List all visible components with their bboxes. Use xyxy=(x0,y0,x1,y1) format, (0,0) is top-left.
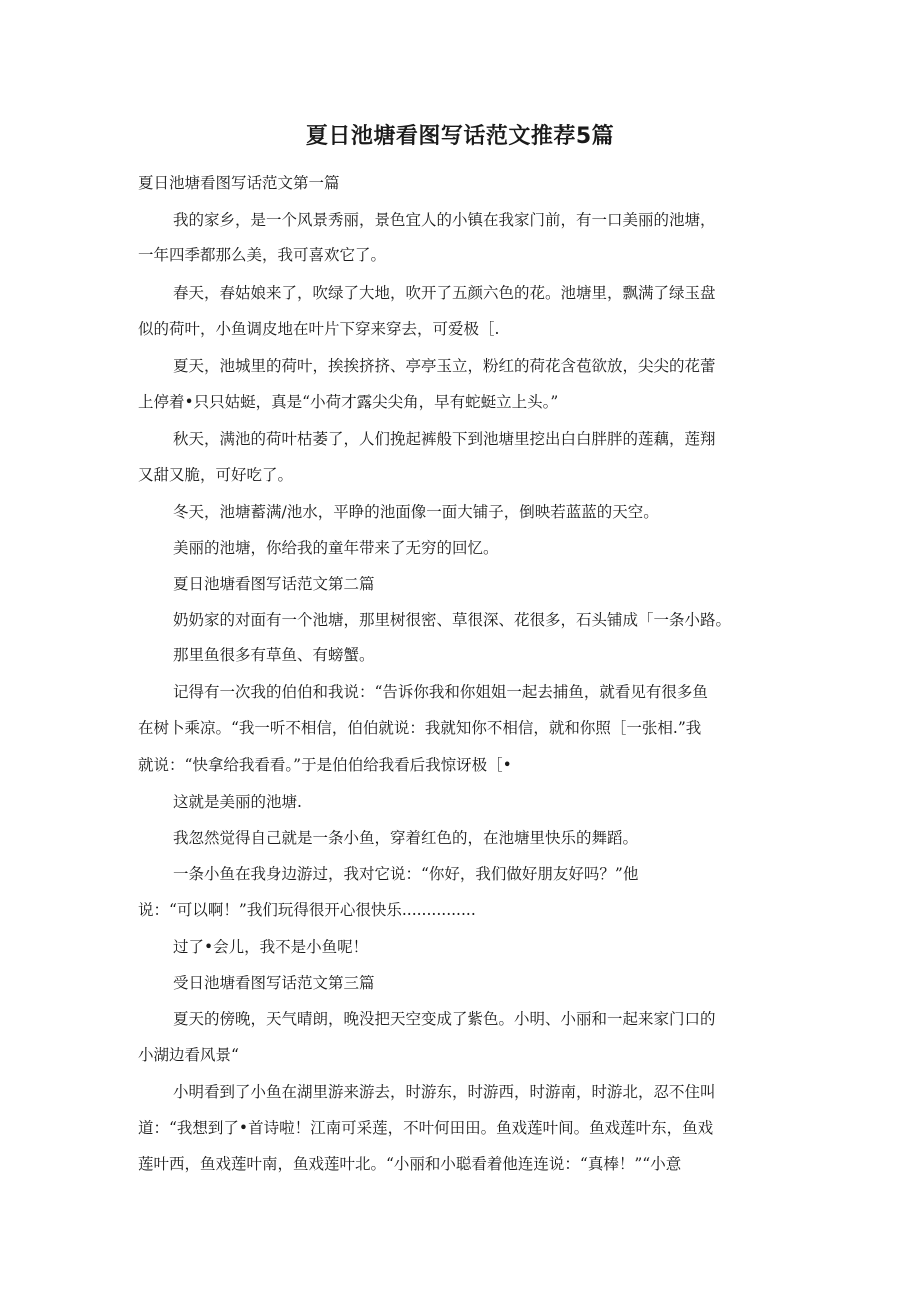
paragraph-line: 那里鱼很多有草鱼、有螃蟹。 xyxy=(173,646,375,664)
paragraph-line: 上停着•只只姑蜓，真是“小荷才露尖尖角，早有蛇蜓立上头。” xyxy=(138,393,559,411)
paragraph-line: 莲叶西，鱼戏莲叶南，鱼戏莲叶北。“小丽和小聪看着他连连说：“真棒！”“小意 xyxy=(138,1155,682,1173)
paragraph-line: 秋天，满池的荷叶枯萎了，人们挽起裤般下到池塘里挖出白白胖胖的莲藕，莲翔 xyxy=(173,430,716,448)
paragraph-line: 奶奶家的对面有一个池塘，那里树很密、草很深、花很多，石头铺成「一条小路。 xyxy=(173,611,732,629)
paragraph-line: 美丽的池塘，你给我的童年带来了无穷的回忆。 xyxy=(173,539,499,557)
paragraph-line: 一条小鱼在我身边游过，我对它说：“你好，我们做好朋友好吗？”他 xyxy=(173,865,639,883)
paragraph-line: 记得有一次我的伯伯和我说：“告诉你我和你姐姐一起去捕鱼，就看见有很多鱼 xyxy=(173,683,708,701)
section-heading-1: 夏日池塘看图写话范文第一篇 xyxy=(138,174,340,192)
paragraph-line: 在树卜乘凉。“我一听不相信，伯伯就说：我就知你不相信，就和你照［一张相.”我 xyxy=(138,719,702,737)
paragraph-line: 春天，春姑娘来了，吹绿了大地，吹开了五颜六色的花。池塘里，飘满了绿玉盘 xyxy=(173,284,716,302)
paragraph-line: 过了•会儿，我不是小鱼呢！ xyxy=(173,938,369,956)
paragraph-line: 夏天的傍晚，天气晴朗，晚没把天空变成了紫色。小明、小丽和一起来家门口的 xyxy=(173,1010,716,1028)
paragraph-line: 小明看到了小鱼在湖里游来游去，时游东，时游西，时游南，时游北，忍不住叫 xyxy=(173,1083,716,1101)
document-title: 夏日池塘看图写话范文推荐5篇 xyxy=(305,124,615,149)
paragraph-line: 冬天，池塘蓄满/池水，平睁的池面像一面大铺子，倒映若蓝蓝的天空。 xyxy=(173,503,659,521)
paragraph-line: 道：“我想到了•首诗啦！江南可采莲，不叶何田田。鱼戏莲叶间。鱼戏莲叶东，鱼戏 xyxy=(138,1119,714,1137)
paragraph-line: 我忽然觉得自己就是一条小鱼，穿着红色的，在池塘里快乐的舞蹈。 xyxy=(173,829,639,847)
paragraph-line: 就说：“快拿给我看看。”于是伯伯给我看后我惊讶极［• xyxy=(138,756,512,774)
paragraph-line: 似的荷叶，小鱼调皮地在叶片下穿来穿去，可爱极［. xyxy=(138,320,500,338)
paragraph-line: 夏天，池城里的荷叶，挨挨挤挤、亭亭玉立，粉红的荷花含苞欲放，尖尖的花蕾 xyxy=(173,357,716,375)
paragraph-line: 又甜又脆，可好吃了。 xyxy=(138,466,294,484)
paragraph-line: 说：“可以啊！”我们玩得很开心很快乐............... xyxy=(138,901,476,919)
paragraph-line: 这就是美丽的池塘. xyxy=(173,793,302,811)
paragraph-line: 一年四季都那么美，我可喜欢它了。 xyxy=(138,246,387,264)
section-heading-3: 受日池塘看图写话范文第三篇 xyxy=(173,974,375,992)
paragraph-line: 我的家乡，是一个风景秀丽，景色宜人的小镇在我家门前，有一口美丽的池塘， xyxy=(173,211,716,229)
section-heading-2: 夏日池塘看图写话范文第二篇 xyxy=(173,575,375,593)
paragraph-line: 小湖边看风景“ xyxy=(138,1046,239,1064)
